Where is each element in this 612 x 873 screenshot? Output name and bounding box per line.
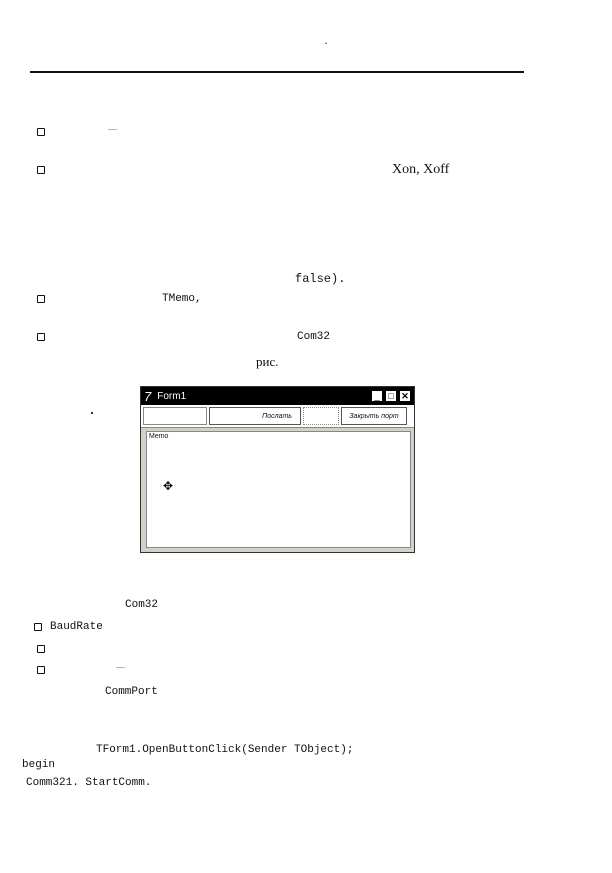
checkbox-bullet-icon xyxy=(37,128,45,136)
commport-label: CommPort xyxy=(105,686,158,698)
checkbox-bullet-icon xyxy=(37,295,45,303)
form1-window xyxy=(140,386,415,553)
figure-reference: рис. xyxy=(256,354,279,369)
com32-label: Com32 xyxy=(125,599,159,611)
bullet-2-text: Xon, Xoff xyxy=(392,162,450,177)
code-line-1: TForm1.OpenButtonClick(Sender TObject); xyxy=(96,744,354,756)
top-mark: · xyxy=(324,36,328,50)
close-icon[interactable]: ✕ xyxy=(399,390,411,402)
open-button[interactable] xyxy=(143,407,207,425)
code-line-2: begin xyxy=(22,759,56,771)
comm-component-icon: ✥ xyxy=(163,479,174,493)
checkbox-bullet-icon xyxy=(37,333,45,341)
memo-box[interactable] xyxy=(146,431,411,548)
bullet-1-text: — xyxy=(108,124,117,134)
toolbar xyxy=(141,405,414,428)
spacer-panel xyxy=(303,407,339,425)
minimize-icon[interactable]: _ xyxy=(371,390,383,402)
checkbox-bullet-icon xyxy=(37,166,45,174)
window-title: Form1 xyxy=(157,390,187,402)
close-port-button[interactable]: Закрыть порт xyxy=(341,407,407,425)
false-text: false). xyxy=(295,272,346,286)
code-line-3: Comm321. StartComm. xyxy=(26,777,152,789)
memo-label: Memo xyxy=(149,433,169,440)
app-icon: 7 xyxy=(144,388,152,404)
window-titlebar xyxy=(141,387,414,405)
checkbox-bullet-icon xyxy=(37,645,45,653)
stray-dot xyxy=(91,412,93,414)
bullet-3-text: TMemo, xyxy=(162,293,202,305)
bullet-4-text: Com32 xyxy=(297,331,331,343)
list2-item-1: BaudRate xyxy=(50,621,103,633)
send-button[interactable]: Послать xyxy=(209,407,301,425)
checkbox-bullet-icon xyxy=(34,623,42,631)
checkbox-bullet-icon xyxy=(37,666,45,674)
maximize-icon[interactable]: □ xyxy=(385,390,397,402)
list2-item-3: — xyxy=(116,662,125,672)
header-rule xyxy=(30,71,524,73)
